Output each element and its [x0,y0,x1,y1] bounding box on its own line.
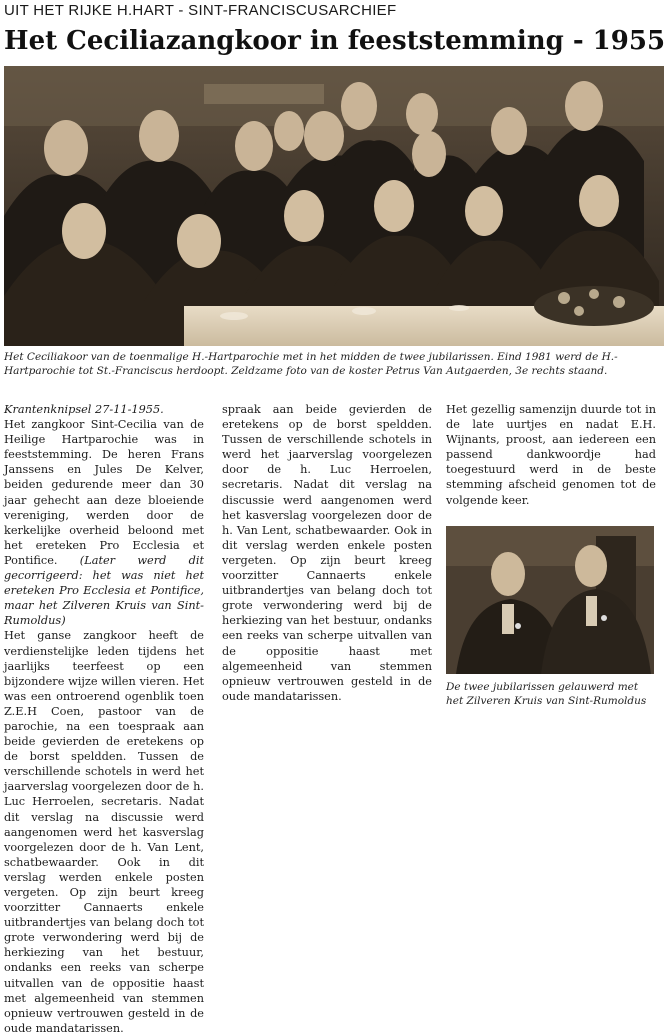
article-paragraph-1 [4,417,204,628]
article-byline: Krantenknipsel 27-11-1955. [4,403,164,416]
article-title: Het Ceciliazangkoor in feeststemming - 1955 [4,26,666,56]
group-photo-caption: Het Ceciliakoor van de toenmalige H.-Hartparochie met in het midden de twee jubilarissen. Eind 1981 werd de H.-Hartparochie tot St.-Franciscus herdoopt. Zeldzame foto van de koster Petrus Van Autgaerden, 3e rechts staand. [4,351,618,377]
section-kicker: UIT HET RIJKE H.HART - SINT-FRANCISCUSARCHIEF [4,2,397,19]
article-column-2 [222,402,432,704]
article-paragraph-3: Het gezellig samenzijn duurde tot in de late uurtjes en nadat E.H. Wijnants, proost, aan iedereen een passend dankwoordje had toegestuurd werd in de beste stemming afscheid genomen tot de volgende keer. [446,403,656,507]
article-paragraph-2: Het ganse zangkoor heeft de verdienstelijke leden tijdens het jaarlijks teerfeest op een bijzondere wijze willen vieren. Het was een ontroerend ogenblik toen Z.E.H Coen, pastoor van de parochie, na een toespraak aan beide gevierden de eretekens op de borst speldden. Tussen de verschillende schotels in werd het jaarverslag voorgelezen door de h. Luc Herroelen, secretaris. Nadat dit verslag na discussie werd aangenomen werd het kasverslag voorgelezen door de h. Van Lent, schatbewaarder. Ook in dit verslag werden enkele posten vergeten. Op zijn beurt kreeg voorzitter Cannaerts enkele uitbrandertjes van belang doch tot grote verwondering werd bij de herkiezing van het bestuur, ondanks een reeks van scherpe uitvallen van de oppositie haast met algemeenheid van stemmen opnieuw vertrouwen gesteld in de oude mandatarissen. [4,629,204,1035]
article-paragraph-2-continued: spraak aan beide gevierden de eretekens op de borst speldden. Tussen de verschillende schotels in werd het jaarverslag voorgelezen door de h. Luc Herroelen, secretaris. Nadat dit verslag na discussie werd aangenomen werd het kasverslag voorgelezen door de h. Van Lent, schatbewaarder. Ook in dit verslag werden enkele posten vergeten. Op zijn beurt kreeg voorzitter Cannaerts enkele uitbrandertjes van belang doch tot grote verwondering werd bij de herkiezing van het bestuur, ondanks een reeks van scherpe uitvallen van de oppositie haast met algemeenheid van stemmen opnieuw vertrouwen gesteld in de oude mandatarissen. [222,403,432,703]
jubilarians-photo [446,526,654,674]
article-column-1 [4,402,204,1035]
article-paragraph-1-text: Het zangkoor Sint-Cecilia van de Heilige Hartparochie was in feeststemming. De heren Frans Janssens en Jules De Kelver, beiden gedurende meer dan 30 jaar gehecht aan deze bloeiende vereniging, werden door de kerkelijke overheid beloond met het ereteken Pro Ecclesia et Pontifice. [4,418,204,567]
group-photo [4,66,664,346]
article-column-3 [446,402,656,508]
jubilarians-photo-caption: De twee jubilarissen gelauwerd met het Zilveren Kruis van Sint-Rumoldus [446,681,647,707]
article-correction-note: (Later werd dit gecorrigeerd: het was niet het ereteken Pro Ecclesia et Pontifice, maar het Zilveren Kruis van Sint-Rumoldus) [4,553,204,628]
